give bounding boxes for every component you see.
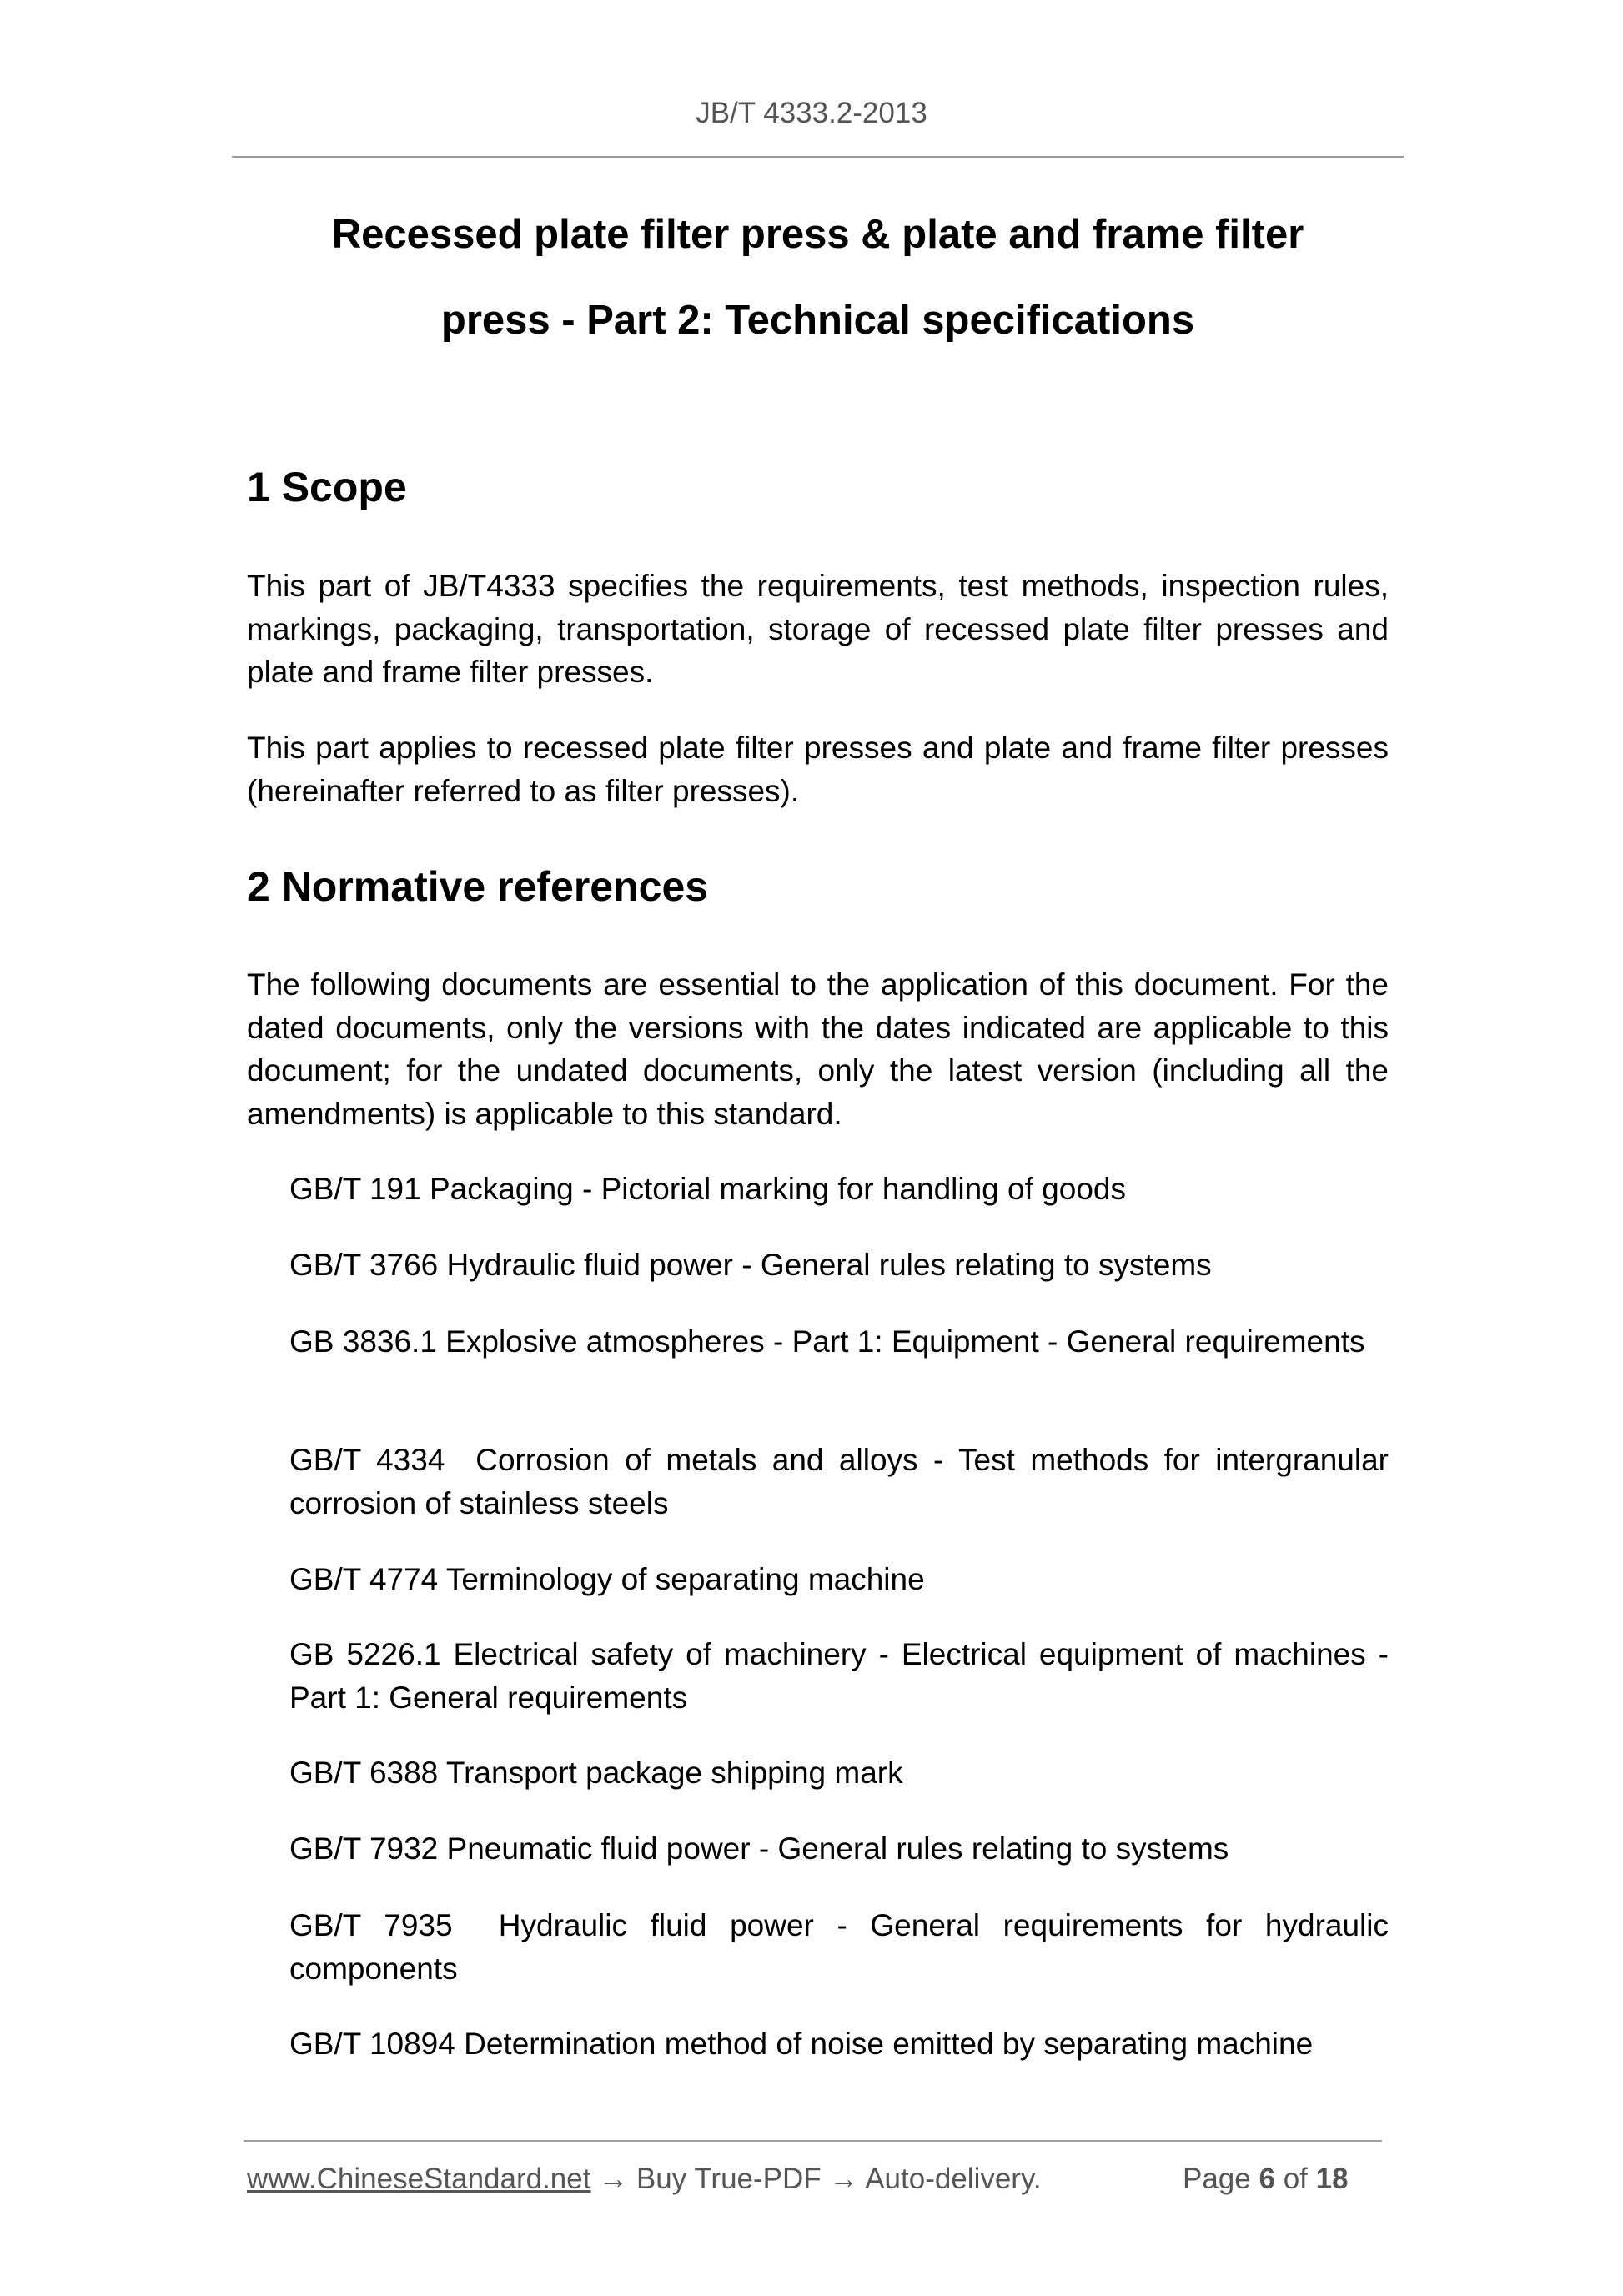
reference-item: GB/T 7932 Pneumatic fluid power - General rules relating to systems: [289, 1831, 1229, 1866]
reference-item: GB 5226.1 Electrical safety of machinery - Electrical equipment of machines - Part 1: General requirements: [289, 1637, 1389, 1715]
footer-promo: [247, 2163, 1042, 2196]
reference-item: GB/T 4334 Corrosion of metals and alloys - Test methods for intergranular corrosion of stainless steels: [289, 1443, 1398, 1520]
scope-paragraph-1: This part of JB/T4333 specifies the requirements, test methods, inspection rules, markings, packaging, transportation, storage of recessed plate filter presses and plate and frame filter presses.: [247, 569, 1389, 689]
arrow-right-icon: →: [599, 2163, 629, 2195]
arrow-right-icon: →: [829, 2163, 859, 2195]
title-line-1: Recessed plate filter press & plate and frame filter: [331, 212, 1304, 257]
scope-paragraph-2: This part applies to recessed plate filter presses and plate and frame filter presses (hereinafter referred to as filter presses).: [247, 731, 1389, 808]
buy-true-pdf-text: Buy True-PDF: [636, 2163, 822, 2195]
reference-item: GB/T 7935 Hydraulic fluid power - General requirements for hydraulic components: [289, 1908, 1398, 1986]
reference-item: GB/T 4774 Terminology of separating machine: [289, 1562, 925, 1596]
document-code-header: JB/T 4333.2-2013: [696, 97, 927, 129]
section-heading-scope: 1 Scope: [247, 464, 407, 510]
page-current: 6: [1259, 2163, 1275, 2195]
reference-item: GB/T 10894 Determination method of noise emitted by separating machine: [289, 2027, 1314, 2061]
document-title: [232, 192, 1404, 364]
auto-delivery-text: Auto-delivery.: [865, 2163, 1042, 2195]
page-label: Page: [1183, 2163, 1251, 2195]
reference-item: GB/T 6388 Transport package shipping mark: [289, 1756, 903, 1790]
section-heading-normative-references: 2 Normative references: [247, 863, 709, 910]
reference-item: GB 3836.1 Explosive atmospheres - Part 1: Equipment - General requirements: [289, 1324, 1365, 1359]
reference-item: GB/T 191 Packaging - Pictorial marking for handling of goods: [289, 1172, 1126, 1206]
page-of-label: of: [1283, 2163, 1308, 2195]
page-indicator: [1183, 2163, 1349, 2196]
reference-item: GB/T 3766 Hydraulic fluid power - General rules relating to systems: [289, 1248, 1212, 1282]
chinesestandard-link[interactable]: www.ChineseStandard.net: [247, 2163, 591, 2195]
page-total: 18: [1315, 2163, 1349, 2195]
footer-divider: [244, 2140, 1382, 2142]
title-line-2: press - Part 2: Technical specifications: [440, 298, 1195, 343]
normative-references-intro: The following documents are essential to the application of this document. For the dated documents, only the versions with the dates indicated are applicable to this document; for the undated documents, only the latest version (including all the amendments) is applicable to this standard.: [247, 967, 1389, 1131]
header-divider: [232, 156, 1404, 158]
